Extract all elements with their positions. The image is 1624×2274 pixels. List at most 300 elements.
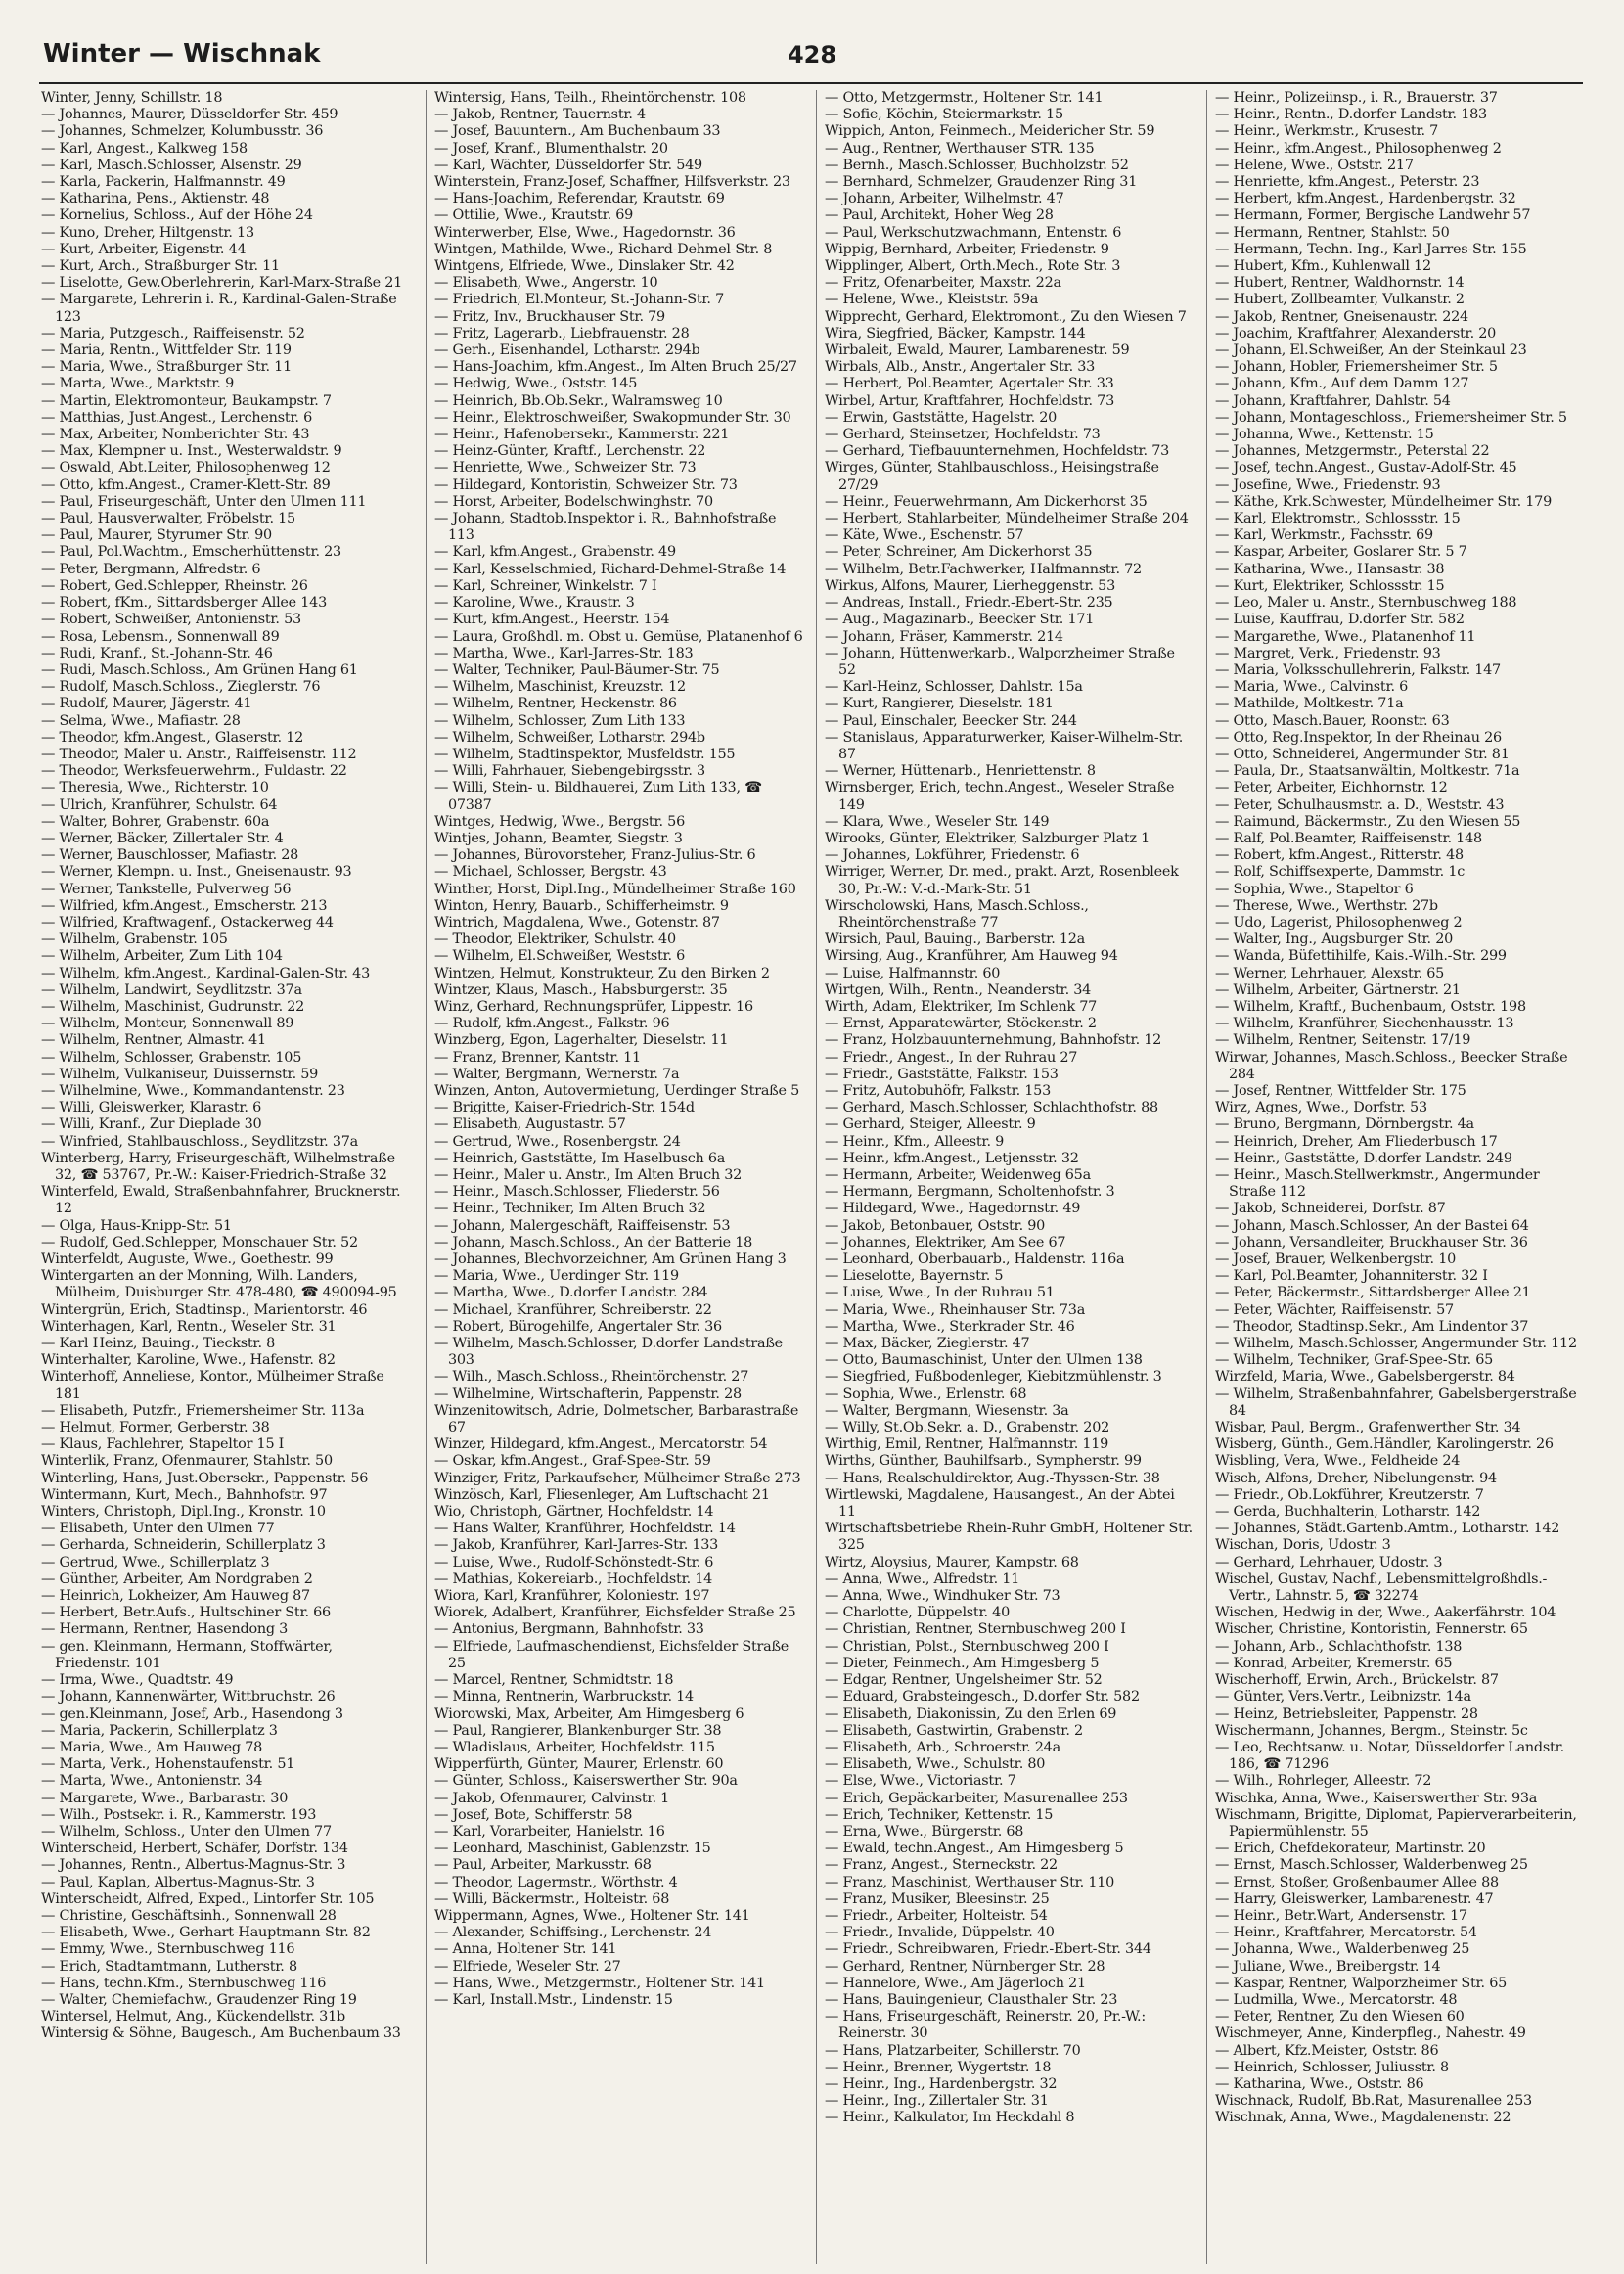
directory-entry: — Minna, Rentnerin, Warbruckstr. 14 [434,1689,694,1706]
directory-entry: — Gerhard, Rentner, Nürnberger Str. 28 [825,1958,1105,1975]
directory-entry: Wirthig, Emil, Rentner, Halfmannstr. 119 [825,1436,1109,1453]
directory-entry: — Hans, techn.Kfm., Sternbuschweg 116 [41,1975,327,1991]
directory-entry: Wirths, Günther, Bauhilfsarb., Sympherstr. 99 [825,1453,1142,1470]
directory-entry: — Alexander, Schiffsing., Lerchenstr. 24 [434,1925,712,1941]
directory-entry: — Herbert, Betr.Aufs., Hultschiner Str. 66 [41,1605,331,1621]
directory-entry: — Selma, Wwe., Mafiastr. 28 [41,712,241,729]
directory-entry: — Hans Walter, Kranführer, Hochfeldstr. 14 [434,1521,736,1537]
directory-entry: — Michael, Kranführer, Schreiberstr. 22 [434,1301,712,1318]
directory-entry: — Willi, Fahrhauer, Siebengebirgsstr. 3 [434,763,705,780]
directory-entry: — Max, Bäcker, Zieglerstr. 47 [825,1336,1030,1352]
directory-entry: — Hermann, Bergmann, Scholtenhofstr. 3 [825,1184,1115,1201]
directory-entry: — Willi, Stein- u. Bildhauerei, Zum Lith 133, ☎ 07387 [434,780,762,813]
directory-entry: — Matthias, Just.Angest., Lerchenstr. 6 [41,409,312,426]
directory-entry: — Heinr., Ing., Zillertaler Str. 31 [825,2093,1049,2110]
directory-entry: Wirges, Günter, Stahlbauschloss., Heisingstraße 27/29 [825,460,1159,493]
directory-entry: Wirriger, Werner, Dr. med., prakt. Arzt, Rosenbleek 30, Pr.-W.: V.-d.-Mark-Str. 51 [825,864,1179,897]
directory-entry: — Jakob, Schneiderei, Dorfstr. 87 [1215,1201,1446,1217]
directory-entry: Wirscholowski, Hans, Masch.Schloss., Rheintörchenstraße 77 [825,897,1089,931]
directory-entry: — Kurt, kfm.Angest., Heerstr. 154 [434,612,670,628]
directory-entry: Wintergarten an der Monning, Wilh. Landers, Mülheim, Duisburger Str. 478-480, ☎ 490094-95 [41,1268,397,1301]
directory-entry: — Heinr., Gaststätte, D.dorfer Landstr. 249 [1215,1150,1512,1166]
directory-entry: — Konrad, Arbeiter, Kremerstr. 65 [1215,1655,1453,1671]
directory-entry: Winterling, Hans, Just.Obersekr., Pappenstr. 56 [41,1470,369,1486]
directory-entry: — Johannes, Maurer, Düsseldorfer Str. 459 [41,107,338,123]
directory-entry: — Sophia, Wwe., Stapeltor 6 [1215,881,1414,897]
directory-entry: — Erich, Chefdekorateur, Martinstr. 20 [1215,1841,1486,1857]
directory-entry: — Maria, Wwe., Rheinhauser Str. 73a [825,1301,1086,1318]
directory-entry: — Karl, Vorarbeiter, Hanielstr. 16 [434,1823,665,1840]
directory-entry: — Leo, Rechtsanw. u. Notar, Düsseldorfer Landstr. 186, ☎ 71296 [1215,1739,1564,1773]
directory-entry: — Hans, Wwe., Metzgermstr., Holtener Str. 141 [434,1975,765,1991]
directory-entry: — Klara, Wwe., Weseler Str. 149 [825,813,1050,830]
directory-entry: — Heinr., Rentn., D.dorfer Landstr. 183 [1215,107,1487,123]
directory-entry: — Karla, Packerin, Halfmannstr. 49 [41,174,286,191]
directory-entry: — Aug., Magazinarb., Beecker Str. 171 [825,612,1095,628]
directory-entry: — Paul, Einschaler, Beecker Str. 244 [825,712,1077,729]
directory-entry: — Walter, Chemiefachw., Graudenzer Ring 19 [41,1991,357,2008]
directory-entry: — Heinr., Kfm., Alleestr. 9 [825,1133,1005,1150]
directory-entry: — Wilhelm, Grabenstr. 105 [41,932,228,948]
directory-entry: — Rudolf, Ged.Schlepper, Monschauer Str. 52 [41,1234,358,1251]
directory-entry: Wintermann, Kurt, Mech., Bahnhofstr. 97 [41,1486,328,1503]
directory-entry: — Edgar, Rentner, Ungelsheimer Str. 52 [825,1672,1103,1689]
directory-entry: Wipplinger, Albert, Orth.Mech., Rote Str. 3 [825,258,1121,275]
directory-entry: — Wilhelm, Masch.Schlosser, Angermunder Str. 112 [1215,1336,1577,1352]
directory-entry: — Erwin, Gaststätte, Hagelstr. 20 [825,409,1058,426]
directory-entry: — Bernhard, Schmelzer, Graudenzer Ring 31 [825,174,1138,191]
directory-entry: Wiorek, Adalbert, Kranführer, Eichsfelder Straße 25 [434,1605,796,1621]
directory-entry: — Franz, Musiker, Bleesinstr. 25 [825,1890,1050,1907]
directory-entry: — Käte, Wwe., Eschenstr. 57 [825,527,1024,544]
directory-entry: — Leonhard, Maschinist, Gablenzstr. 15 [434,1841,711,1857]
directory-entry: — Katharina, Pens., Aktienstr. 48 [41,191,270,207]
directory-entry: Winzenitowitsch, Adrie, Dolmetscher, Barbarastraße 67 [434,1402,799,1436]
directory-entry: — Gerhard, Lehrhauer, Udostr. 3 [1215,1554,1443,1570]
directory-entry: — Friedr., Arbeiter, Holteistr. 54 [825,1907,1048,1924]
directory-entry: — Elisabeth, Augustastr. 57 [434,1116,626,1133]
directory-entry: — Heinr., Masch.Stellwerkmstr., Angermunder Straße 112 [1215,1167,1540,1201]
directory-entry: — Johann, Montageschloss., Friemersheimer Str. 5 [1215,409,1567,426]
directory-entry: — Rudi, Kranf., St.-Johann-Str. 46 [41,645,273,661]
directory-entry: — Udo, Lagerist, Philosophenweg 2 [1215,914,1463,931]
directory-entry: — Eduard, Grabsteingesch., D.dorfer Str. 582 [825,1689,1140,1706]
directory-entry: — Erich, Techniker, Kettenstr. 15 [825,1806,1054,1823]
directory-entry: — Anna, Holtener Str. 141 [434,1941,617,1958]
directory-entry: — Otto, Schneiderei, Angermunder Str. 81 [1215,746,1510,762]
directory-entry: — Heinr., Hafenobersekr., Kammerstr. 221 [434,427,730,443]
directory-entry: Wirsich, Paul, Bauing., Barberstr. 12a [825,932,1085,948]
directory-entry: — Walter, Bohrer, Grabenstr. 60a [41,813,270,830]
directory-entry: — Andreas, Install., Friedr.-Ebert-Str. 235 [825,595,1113,612]
directory-entry: — Rudi, Masch.Schloss., Am Grünen Hang 61 [41,661,358,678]
directory-entry: — Heinr., Kraftfahrer, Mercatorstr. 54 [1215,1925,1477,1941]
directory-entry: — Wladislaus, Arbeiter, Hochfeldstr. 115 [434,1739,715,1755]
directory-entry: — Theodor, Lagermstr., Wörthstr. 4 [434,1874,678,1890]
column-4 [1215,90,1585,2127]
directory-entry: — Johann, Kfm., Auf dem Damm 127 [1215,376,1469,392]
directory-entry: — Robert, fKm., Sittardsberger Allee 143 [41,595,327,612]
directory-entry: — Wilhelm, Schloss., Unter den Ulmen 77 [41,1823,332,1840]
directory-entry: Wirzfeld, Maria, Wwe., Gabelsbergerstr. 84 [1215,1369,1515,1386]
page-number: 428 [787,41,837,68]
directory-entry: — Henriette, Wwe., Schweizer Str. 73 [434,460,697,477]
directory-entry: — Heinr., Elektroschweißer, Swakopmunder Str. 30 [434,409,791,426]
directory-entry: — Maria, Putzgesch., Raiffeisenstr. 52 [41,325,305,341]
directory-entry: — Elfriede, Laufmaschendienst, Eichsfelder Straße 25 [434,1638,789,1671]
directory-entry: — Hildegard, Wwe., Hagedornstr. 49 [825,1201,1081,1217]
directory-entry: — Heinr., Kalkulator, Im Heckdahl 8 [825,2110,1075,2126]
directory-entry: — Luise, Wwe., In der Ruhrau 51 [825,1285,1055,1301]
directory-entry: — Hans-Joachim, Referendar, Krautstr. 69 [434,191,725,207]
directory-entry: Wippermann, Agnes, Wwe., Holtener Str. 141 [434,1907,750,1924]
directory-entry: — Maria, Wwe., Uerdinger Str. 119 [434,1268,679,1285]
directory-entry: — Karl, Kesselschmied, Richard-Dehmel-Straße 14 [434,561,787,577]
directory-entry: — Peter, Wächter, Raiffeisenstr. 57 [1215,1301,1454,1318]
directory-entry: — Olga, Haus-Knipp-Str. 51 [41,1217,232,1234]
directory-entry: — Hans, Platzarbeiter, Schillerstr. 70 [825,2042,1081,2059]
directory-entry: — Heinrich, Gaststätte, Im Haselbusch 6a [434,1150,726,1166]
directory-entry: — Horst, Arbeiter, Bodelschwinghstr. 70 [434,493,713,510]
directory-entry: — Maria, Wwe., Am Hauweg 78 [41,1739,263,1755]
directory-entry: — Josef, Brauer, Welkenbergstr. 10 [1215,1251,1457,1268]
directory-entry: Wirtlewski, Magdalene, Hausangest., An der Abtei 11 [825,1486,1175,1521]
directory-entry: — Ernst, Stoßer, Großenbaumer Allee 88 [1215,1874,1499,1890]
directory-entry: Wintergrün, Erich, Stadtinsp., Marientorstr. 46 [41,1301,368,1318]
directory-entry: Wirkus, Alfons, Maurer, Lierheggenstr. 53 [825,577,1115,594]
directory-entry: — Wilhelm, Rentner, Heckenstr. 86 [434,696,677,712]
directory-entry: — Maria, Packerin, Schillerplatz 3 [41,1722,278,1739]
directory-entry: — Franz, Holzbauunternehmung, Bahnhofstr. 12 [825,1032,1162,1049]
directory-entry: Wirbaleit, Ewald, Maurer, Lambarenestr. 59 [825,342,1130,359]
directory-entry: — Marta, Verk., Hohenstaufenstr. 51 [41,1756,295,1773]
directory-entry: — Bernh., Masch.Schlosser, Buchholzstr. 52 [825,157,1129,173]
directory-entry: — Christian, Rentner, Sternbuschweg 200 I [825,1621,1126,1638]
directory-entry: — Gerda, Buchhalterin, Lotharstr. 142 [1215,1504,1481,1521]
directory-entry: — Anna, Wwe., Windhuker Str. 73 [825,1588,1060,1605]
directory-entry: — Rosa, Lebensm., Sonnenwall 89 [41,628,280,645]
directory-entry: — Johann, Arb., Schlachthofstr. 138 [1215,1638,1463,1655]
directory-entry: — Johannes, Schmelzer, Kolumbusstr. 36 [41,123,324,140]
directory-entry: — Fritz, Ofenarbeiter, Maxstr. 22a [825,275,1061,292]
directory-entry: Winters, Christoph, Dipl.Ing., Kronstr. 10 [41,1504,326,1521]
column-divider [426,90,427,2264]
directory-entry: — Dieter, Feinmech., Am Himgesberg 5 [825,1655,1100,1671]
directory-entry: Winzösch, Karl, Fliesenleger, Am Luftschacht 21 [434,1486,770,1503]
directory-entry: — Gerh., Eisenhandel, Lotharstr. 294b [434,342,700,359]
directory-entry: — Helene, Wwe., Kleiststr. 59a [825,292,1039,308]
directory-entry: Wirtz, Aloysius, Maurer, Kampstr. 68 [825,1554,1079,1570]
directory-entry: Wiora, Karl, Kranführer, Koloniestr. 197 [434,1588,710,1605]
directory-entry: — Laura, Großhdl. m. Obst u. Gemüse, Platanenhof 6 [434,628,803,645]
directory-entry: — Joachim, Kraftfahrer, Alexanderstr. 20 [1215,325,1497,341]
directory-entry: — Hans, Realschuldirektor, Aug.-Thyssen-Str. 38 [825,1470,1160,1486]
directory-entry: — Max, Arbeiter, Nomberichter Str. 43 [41,427,310,443]
directory-entry: — Günther, Arbeiter, Am Nordgraben 2 [41,1570,313,1587]
directory-entry: Winzer, Hildegard, kfm.Angest., Mercatorstr. 54 [434,1436,768,1453]
directory-entry: — Hermann, Former, Bergische Landwehr 57 [1215,207,1531,224]
directory-entry: — Walter, Bergmann, Wernerstr. 7a [434,1066,680,1082]
directory-entry: — Martha, Wwe., D.dorfer Landstr. 284 [434,1285,708,1301]
directory-entry: Wischermann, Johannes, Bergm., Steinstr. 5c [1215,1722,1528,1739]
directory-entry: — Peter, Schreiner, Am Dickerhorst 35 [825,544,1093,561]
directory-entry: Wisbar, Paul, Bergm., Grafenwerther Str. 34 [1215,1420,1521,1436]
directory-entry: — Friedr., Invalide, Düppelstr. 40 [825,1925,1055,1941]
directory-entry: Wipperfürth, Günter, Maurer, Erlenstr. 60 [434,1756,724,1773]
directory-entry: — Maria, Wwe., Calvinstr. 6 [1215,679,1409,696]
directory-entry: — Peter, Rentner, Zu den Wiesen 60 [1215,2009,1465,2025]
directory-entry: Wischan, Doris, Udostr. 3 [1215,1537,1391,1554]
directory-entry: — Paul, Hausverwalter, Fröbelstr. 15 [41,511,295,527]
directory-entry: — Robert, Ged.Schlepper, Rheinstr. 26 [41,577,308,594]
directory-entry: — Otto, Metzgermstr., Holtener Str. 141 [825,90,1104,106]
directory-entry: — Johannes, Städt.Gartenb.Amtm., Lotharstr. 142 [1215,1521,1560,1537]
directory-entry: Wischer, Christine, Kontoristin, Fennerstr. 65 [1215,1621,1528,1638]
directory-entry: Wintgen, Mathilde, Wwe., Richard-Dehmel-Str. 8 [434,241,773,257]
directory-entry: — Antonius, Bergmann, Bahnhofstr. 33 [434,1621,704,1638]
directory-entry: — Günter, Vers.Vertr., Leibnizstr. 14a [1215,1689,1471,1706]
directory-entry: — Paul, Werkschutzwachmann, Entenstr. 6 [825,224,1122,241]
directory-entry: — Johannes, Rentn., Albertus-Magnus-Str. 3 [41,1857,346,1874]
directory-entry: — Hermann, Rentner, Stahlstr. 50 [1215,224,1450,241]
directory-entry: — Johannes, Bürovorsteher, Franz-Julius-Str. 6 [434,847,756,864]
directory-entry: — Heinz, Betriebsleiter, Pappenstr. 28 [1215,1706,1478,1722]
directory-entry: — Kornelius, Schloss., Auf der Höhe 24 [41,207,313,224]
directory-entry: — Elisabeth, Gastwirtin, Grabenstr. 2 [825,1722,1083,1739]
directory-entry: — Luise, Kauffrau, D.dorfer Str. 582 [1215,612,1465,628]
directory-entry: — Else, Wwe., Victoriastr. 7 [825,1773,1016,1790]
directory-entry: — Sofie, Köchin, Steiermarkstr. 15 [825,107,1063,123]
directory-entry: — Wanda, Büfettihilfe, Kais.-Wilh.-Str. 299 [1215,948,1507,965]
directory-entry: — Paul, Pol.Wachtm., Emscherhüttenstr. 23 [41,544,341,561]
directory-entry: — Franz, Maschinist, Werthauser Str. 110 [825,1874,1115,1890]
directory-entry: — Wilhelm, Schlosser, Zum Lith 133 [434,712,686,729]
directory-entry: — Heinr., Maler u. Anstr., Im Alten Bruch 32 [434,1167,743,1183]
directory-entry: — Willy, St.Ob.Sekr. a. D., Grabenstr. 202 [825,1420,1110,1436]
directory-entry: — Peter, Bergmann, Alfredstr. 6 [41,561,261,577]
directory-entry: — Elisabeth, Putzfr., Friemersheimer Str. 113a [41,1402,365,1419]
directory-entry: Wippig, Bernhard, Arbeiter, Friedenstr. 9 [825,241,1109,257]
directory-entry: Winzen, Anton, Autovermietung, Uerdinger Straße 5 [434,1082,800,1099]
directory-entry: — Brigitte, Kaiser-Friedrich-Str. 154d [434,1100,695,1116]
directory-entry: — Rudolf, Maurer, Jägerstr. 41 [41,696,252,712]
directory-entry: — Theodor, Stadtinsp.Sekr., Am Lindentor 37 [1215,1318,1529,1335]
directory-entry: — Luise, Halfmannstr. 60 [825,965,1001,981]
directory-entry: — Margarete, Lehrerin i. R., Kardinal-Galen-Straße 123 [41,292,397,325]
directory-entry: — Gertrud, Wwe., Rosenbergstr. 24 [434,1133,681,1150]
directory-entry: — Bruno, Bergmann, Dörnbergstr. 4a [1215,1116,1474,1133]
directory-entry: — Ewald, techn.Angest., Am Himgesberg 5 [825,1841,1124,1857]
directory-entry: — Walter, Bergmann, Wiesenstr. 3a [825,1402,1069,1419]
directory-entry: — Fritz, Inv., Bruckhauser Str. 79 [434,308,665,325]
directory-entry: Winterberg, Harry, Friseurgeschäft, Wilhelmstraße 32, ☎ 53767, Pr.-W.: Kaiser-Friedrich-Straße 32 [41,1150,395,1183]
directory-entry: — Peter, Arbeiter, Eichhornstr. 12 [1215,780,1448,796]
directory-entry: — Friedr., Angest., In der Ruhrau 27 [825,1049,1078,1066]
directory-entry: — Heinr., Techniker, Im Alten Bruch 32 [434,1201,706,1217]
directory-entry: — Johann, Masch.Schloss., An der Batterie 18 [434,1234,753,1251]
directory-entry: — Hermann, Rentner, Hasendong 3 [41,1621,289,1638]
directory-entry: — Hedwig, Wwe., Oststr. 145 [434,376,638,392]
directory-entry: — Elisabeth, Wwe., Angerstr. 10 [434,275,658,292]
directory-entry: — Heinrich, Schlosser, Juliusstr. 8 [1215,2059,1449,2075]
directory-entry: — gen. Kleinmann, Hermann, Stoffwärter, Friedenstr. 101 [41,1638,333,1671]
directory-entry: — Heinr., kfm.Angest., Philosophenweg 2 [1215,140,1502,157]
directory-entry: — Gerhard, Tiefbauunternehmen, Hochfeldstr. 73 [825,443,1170,460]
directory-entry: — Otto, Baumaschinist, Unter den Ulmen 138 [825,1352,1143,1369]
directory-entry: — Franz, Angest., Sterneckstr. 22 [825,1857,1058,1874]
directory-entry: — Heinr., Masch.Schlosser, Fliederstr. 56 [434,1184,720,1201]
directory-entry: — Marta, Wwe., Antonienstr. 34 [41,1773,263,1790]
directory-entry: Wirz, Agnes, Wwe., Dorfstr. 53 [1215,1100,1427,1116]
directory-entry: — Wilhelm, Rentner, Almastr. 41 [41,1032,266,1049]
directory-entry: — Wilhelm, Techniker, Graf-Spee-Str. 65 [1215,1352,1494,1369]
directory-entry: — Juliane, Wwe., Breibergstr. 14 [1215,1958,1441,1975]
directory-entry: — Fritz, Autobuhöfr, Falkstr. 153 [825,1082,1051,1099]
directory-entry: — Johannes, Lokführer, Friedenstr. 6 [825,847,1080,864]
directory-entry: — Johann, Hobler, Friemersheimer Str. 5 [1215,359,1498,376]
directory-entry: — Otto, Reg.Inspektor, In der Rheinau 26 [1215,729,1502,746]
directory-entry: — Gerhard, Masch.Schlosser, Schlachthofstr. 88 [825,1100,1158,1116]
directory-entry: — Kaspar, Rentner, Walporzheimer Str. 65 [1215,1975,1508,1991]
directory-entry: — Wilh., Masch.Schloss., Rheintörchenstr. 27 [434,1369,749,1386]
directory-entry: — Heinr., Ing., Hardenbergstr. 32 [825,2075,1058,2092]
directory-entry: — Josef, Bauuntern., Am Buchenbaum 33 [434,123,721,140]
directory-entry: — Peter, Bäckermstr., Sittardsberger Allee 21 [1215,1285,1531,1301]
directory-entry: Winterhoff, Anneliese, Kontor., Mülheimer Straße 181 [41,1369,384,1402]
directory-entry: — Wilhelm, Schlosser, Grabenstr. 105 [41,1049,302,1066]
directory-entry: — Katharina, Wwe., Hansastr. 38 [1215,561,1445,577]
directory-entry: — Robert, kfm.Angest., Ritterstr. 48 [1215,847,1464,864]
directory-entry: Winterfeld, Ewald, Straßenbahnfahrer, Brucknerstr. 12 [41,1184,401,1217]
directory-entry: — Elisabeth, Unter den Ulmen 77 [41,1521,275,1537]
directory-entry: — Heinr., Werkmstr., Krusestr. 7 [1215,123,1439,140]
directory-entry: Wira, Siegfried, Bäcker, Kampstr. 144 [825,325,1086,341]
directory-entry: — Wilh., Postsekr. i. R., Kammerstr. 193 [41,1806,317,1823]
directory-entry: — Friedr., Gaststätte, Falkstr. 153 [825,1066,1059,1082]
directory-entry: — Wilhelm, Monteur, Sonnenwall 89 [41,1016,294,1032]
directory-entry: — Heinr., Feuerwehrmann, Am Dickerhorst 35 [825,493,1148,510]
directory-entry: Winterscheid, Herbert, Schäfer, Dorfstr. 134 [41,1841,348,1857]
directory-entry: — Oswald, Abt.Leiter, Philosophenweg 12 [41,460,331,477]
directory-entry: — Elisabeth, Wwe., Gerhart-Hauptmann-Str. 82 [41,1925,371,1941]
directory-entry: Winterlik, Franz, Ofenmaurer, Stahlstr. 50 [41,1453,333,1470]
directory-entry: — Hildegard, Kontoristin, Schweizer Str. 73 [434,477,738,493]
directory-entry: — Wilhelm, Rentner, Seitenstr. 17/19 [1215,1032,1471,1049]
directory-entry: — Klaus, Fachlehrer, Stapeltor 15 I [41,1436,285,1453]
directory-entry: — Werner, Hüttenarb., Henriettenstr. 8 [825,763,1096,780]
directory-entry: — Gerhard, Steiger, Alleestr. 9 [825,1116,1036,1133]
directory-entry: — Werner, Bauschlosser, Mafiastr. 28 [41,847,299,864]
directory-entry: — Margarethe, Wwe., Platanenhof 11 [1215,628,1476,645]
page-header [39,33,1585,76]
directory-entry: Wischmann, Brigitte, Diplomat, Papierverarbeiterin, Papiermühlenstr. 55 [1215,1806,1577,1840]
directory-entry: — Franz, Brenner, Kantstr. 11 [434,1049,641,1066]
directory-entry: — Karl, Install.Mstr., Lindenstr. 15 [434,1991,673,2008]
directory-entry: — Heinrich, Bb.Ob.Sekr., Walramsweg 10 [434,392,723,409]
directory-entry: — Hermann, Techn. Ing., Karl-Jarres-Str. 155 [1215,241,1527,257]
directory-entry: Wischka, Anna, Wwe., Kaiserswerther Str. 93a [1215,1790,1538,1806]
directory-entry: — Theodor, Werksfeuerwehrm., Fuldastr. 22 [41,763,347,780]
directory-entry: — Maria, Wwe., Straßburger Str. 11 [41,359,292,376]
directory-entry: — Katharina, Wwe., Oststr. 86 [1215,2075,1424,2092]
directory-entry: — Theodor, kfm.Angest., Glaserstr. 12 [41,729,304,746]
directory-entry: — Robert, Schweißer, Antonienstr. 53 [41,612,301,628]
directory-entry: — Ernst, Masch.Schlosser, Walderbenweg 25 [1215,1857,1528,1874]
directory-entry: Winterscheidt, Alfred, Exped., Lintorfer Str. 105 [41,1890,375,1907]
directory-entry: — Karl, Schreiner, Winkelstr. 7 I [434,577,657,594]
directory-entry: — Willi, Bäckermstr., Holteistr. 68 [434,1890,670,1907]
directory-entry: — Josef, Rentner, Wittfelder Str. 175 [1215,1082,1466,1099]
directory-entry: — Hans, Friseurgeschäft, Reinerstr. 20, Pr.-W.: Reinerstr. 30 [825,2009,1146,2042]
directory-entry: — Gerhard, Steinsetzer, Hochfeldstr. 73 [825,427,1101,443]
directory-entry: — Kuno, Dreher, Hiltgenstr. 13 [41,224,254,241]
directory-entry: Winterhalter, Karoline, Wwe., Hafenstr. 82 [41,1352,336,1369]
directory-entry: — Johann, Arbeiter, Wilhelmstr. 47 [825,191,1064,207]
directory-entry: — Sophia, Wwe., Erlenstr. 68 [825,1386,1027,1402]
directory-entry: — Margret, Verk., Friedenstr. 93 [1215,645,1441,661]
directory-entry: — Johann, Malergeschäft, Raiffeisenstr. 53 [434,1217,731,1234]
directory-entry: — Paul, Architekt, Hoher Weg 28 [825,207,1054,224]
directory-entry: Winzberg, Egon, Lagerhalter, Dieselstr. 11 [434,1032,729,1049]
directory-entry: — Wilhelm, Kraftf., Buchenbaum, Oststr. 198 [1215,998,1526,1015]
directory-entry: — Christian, Polst., Sternbuschweg 200 I [825,1638,1109,1655]
directory-entry: — Wilhelm, Betr.Fachwerker, Halfmannstr. 72 [825,561,1142,577]
directory-entry: — Maria, Volksschullehrerin, Falkstr. 147 [1215,661,1501,678]
directory-entry: — Jakob, Betonbauer, Oststr. 90 [825,1217,1046,1234]
directory-entry: — Ralf, Pol.Beamter, Raiffeisenstr. 148 [1215,830,1482,846]
directory-entry: — Karl Heinz, Bauing., Tieckstr. 8 [41,1336,276,1352]
directory-entry: — Herbert, Stahlarbeiter, Mündelheimer Straße 204 [825,511,1189,527]
directory-entry: — Irma, Wwe., Quadtstr. 49 [41,1672,234,1689]
directory-entry: — Otto, Masch.Bauer, Roonstr. 63 [1215,712,1450,729]
directory-entry: — Wilhelm, Kranführer, Siechenhausstr. 13 [1215,1016,1514,1032]
directory-entry: — Johann, Masch.Schlosser, An der Bastei 64 [1215,1217,1529,1234]
directory-entry: — Werner, Lehrhauer, Alexstr. 65 [1215,965,1445,981]
directory-entry: — Elisabeth, Arb., Schroerstr. 24a [825,1739,1060,1755]
directory-entry: — Ottilie, Wwe., Krautstr. 69 [434,207,634,224]
directory-entry: — Helmut, Former, Gerberstr. 38 [41,1420,270,1436]
directory-entry: — Fritz, Lagerarb., Liebfrauenstr. 28 [434,325,690,341]
directory-entry: — Paul, Rangierer, Blankenburger Str. 38 [434,1722,722,1739]
directory-entry: — Wilhelmine, Wwe., Kommandantenstr. 23 [41,1082,345,1099]
directory-entry: Wischen, Hedwig in der, Wwe., Aakerfährstr. 104 [1215,1605,1556,1621]
directory-entry: — Martha, Wwe., Karl-Jarres-Str. 183 [434,645,694,661]
directory-entry: — Josefine, Wwe., Friedenstr. 93 [1215,477,1441,493]
directory-entry: — Werner, Klempn. u. Inst., Gneisenaustr. 93 [41,864,352,881]
directory-entry: — Rudolf, kfm.Angest., Falkstr. 96 [434,1016,670,1032]
directory-entry: — Harry, Gleiswerker, Lambarenestr. 47 [1215,1890,1494,1907]
directory-entry: — Werner, Bäcker, Zillertaler Str. 4 [41,830,284,846]
directory-entry: Wisberg, Günth., Gem.Händler, Karolingerstr. 26 [1215,1436,1554,1453]
directory-entry: — Theodor, Elektriker, Schulstr. 40 [434,932,676,948]
column-divider [816,90,817,2264]
directory-entry: — Karl, kfm.Angest., Grabenstr. 49 [434,544,676,561]
directory-entry: — Wilhelm, Maschinist, Gudrunstr. 22 [41,998,305,1015]
directory-entry: — Kurt, Rangierer, Dieselstr. 181 [825,696,1054,712]
directory-entry: — Hubert, Kfm., Kuhlenwall 12 [1215,258,1431,275]
directory-entry: — Heinrich, Dreher, Am Fliederbusch 17 [1215,1133,1498,1150]
directory-entry: — Wilfried, kfm.Angest., Emscherstr. 213 [41,897,328,914]
directory-entry: — Paul, Friseurgeschäft, Unter den Ulmen 111 [41,493,367,510]
directory-entry: — Kurt, Arbeiter, Eigenstr. 44 [41,241,247,257]
directory-entry: Wirth, Adam, Elektriker, Im Schlenk 77 [825,998,1098,1015]
directory-entry: Winton, Henry, Bauarb., Schifferheimstr. 9 [434,897,729,914]
directory-entry: — Willi, Gleiswerker, Klarastr. 6 [41,1100,261,1116]
directory-entry: Winterwerber, Else, Wwe., Hagedornstr. 36 [434,224,736,241]
directory-entry: — Henriette, kfm.Angest., Peterstr. 23 [1215,174,1480,191]
directory-entry: — Wilhelm, El.Schweißer, Weststr. 6 [434,948,686,965]
directory-entry: — Johannes, Metzgermstr., Peterstal 22 [1215,443,1490,460]
